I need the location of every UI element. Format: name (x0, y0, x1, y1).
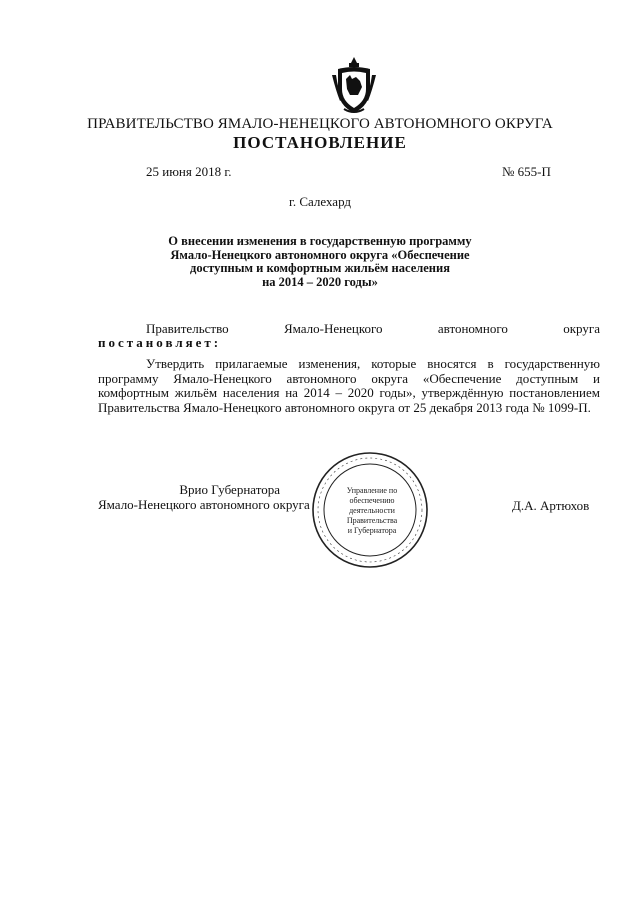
preamble-word: Ямало-Ненецкого (283, 321, 383, 336)
document-subject (0, 235, 640, 289)
subject-line: доступным и комфортным жильём населения (190, 261, 450, 275)
body-text: Утвердить прилагаемые изменения, которые вносятся в государственную программу Ямало-Ненецкого автономного округа «Обеспечение доступным и комфортным жильём населения на 2014 – 2020 годы», утверждённую постановлением Правительства Ямало-Ненецкого автономного округа от 25 декабря 2013 года № 1099-П. (98, 356, 600, 415)
document-date: 25 июня 2018 г. (146, 164, 232, 179)
subject-line: О внесении изменения в государственную программу (168, 234, 472, 248)
document-city: г. Салехард (288, 194, 352, 209)
preamble-word: автономного (437, 321, 508, 336)
subject-line: на 2014 – 2020 годы» (262, 274, 378, 289)
signatory-title-line2: Ямало-Ненецкого автономного округа (98, 497, 310, 512)
coat-of-arms-icon (330, 55, 378, 117)
signatory-title-line1: Врио Губернатора (179, 482, 280, 497)
government-title: ПРАВИТЕЛЬСТВО ЯМАЛО-НЕНЕЦКОГО АВТОНОМНОГО ОКРУГА (87, 116, 553, 132)
document-number: № 655-П (502, 164, 551, 179)
signatory-name: Д.А. Артюхов (512, 498, 590, 513)
document-type: ПОСТАНОВЛЕНИЕ (233, 133, 407, 152)
subject-line: Ямало-Ненецкого автономного округа «Обеспечение (170, 247, 470, 262)
decree-word: постановляет: (98, 335, 222, 350)
preamble-word: Правительство (146, 321, 229, 336)
body-paragraph (98, 357, 600, 415)
seal-text: Управление по обеспечению деятельности Правительства и Губернатора (346, 486, 398, 535)
preamble-word: округа (563, 321, 600, 336)
